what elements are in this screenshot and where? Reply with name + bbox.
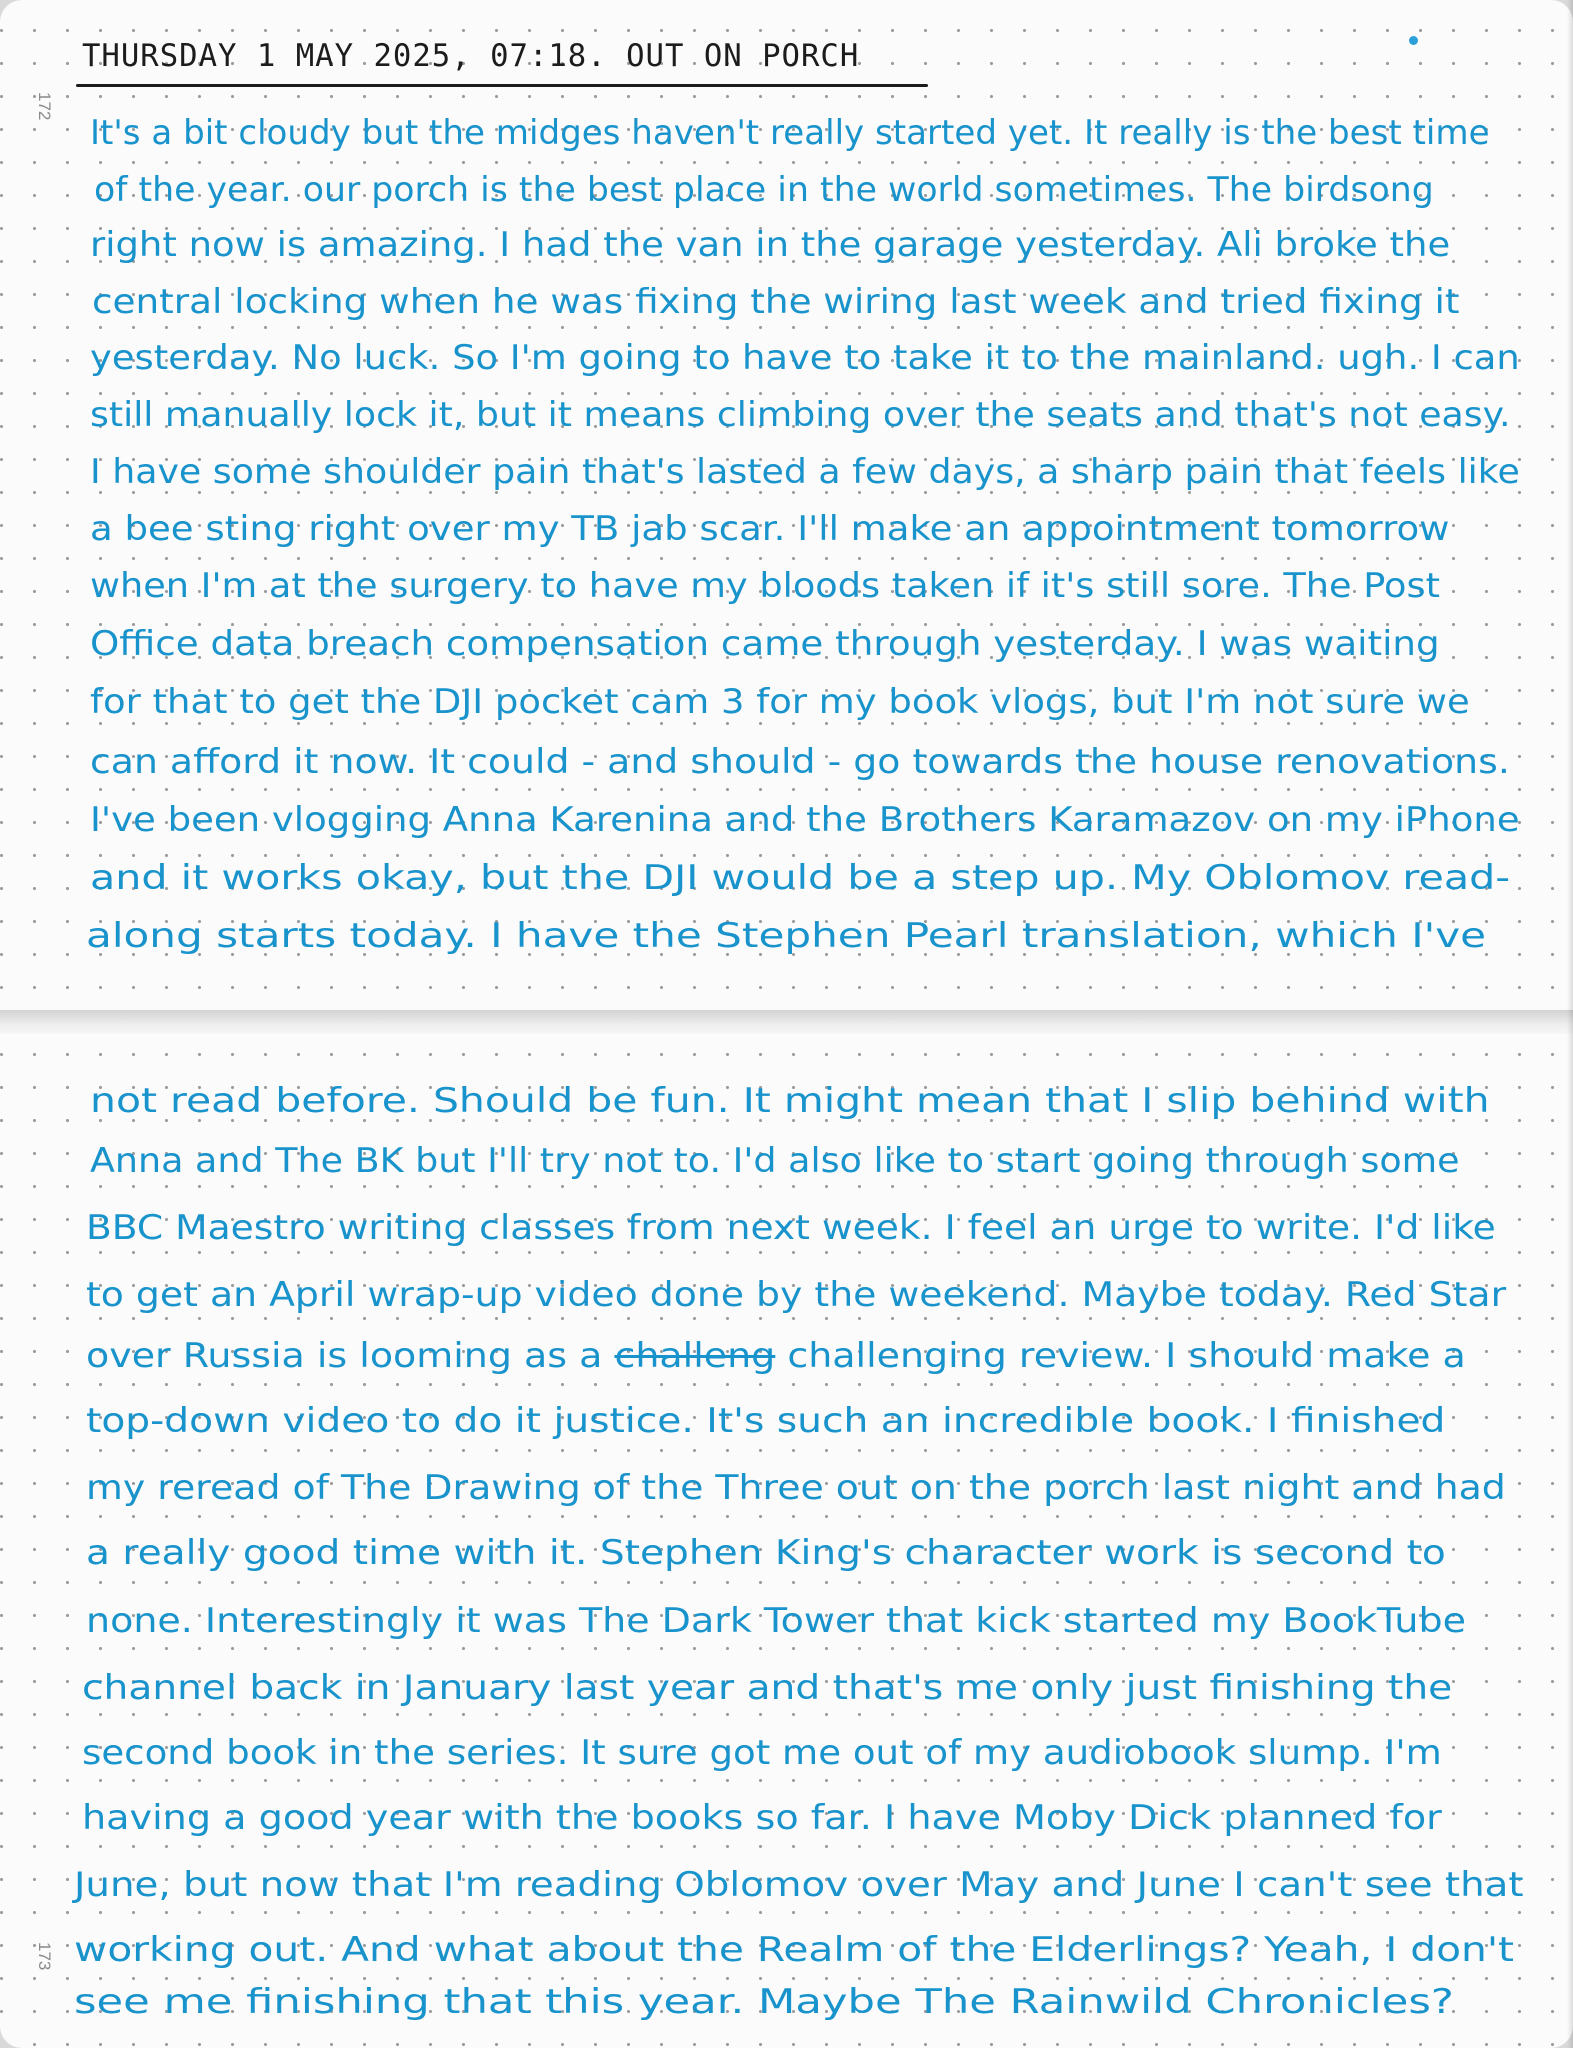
journal-line: I have some shoulder pain that's lasted a few days, a sharp pain that feels like — [90, 452, 1520, 492]
journal-line: top-down video to do it justice. It's such an incredible book. I finished — [86, 1401, 1446, 1441]
journal-line: working out. And what about the Realm of the Elderlings? Yeah, I don't — [74, 1930, 1515, 1970]
journal-line: Anna and The BK but I'll try not to. I'd also like to start going through some — [90, 1141, 1460, 1181]
journal-line: Office data breach compensation came through yesterday. I was waiting — [90, 624, 1440, 664]
struck-out-word: challeng — [614, 1336, 776, 1376]
page-number-top: 172 — [35, 92, 54, 121]
line-text: over Russia is looming as a — [86, 1336, 603, 1376]
journal-line: yesterday. No luck. So I'm going to have to take it to the mainland. ugh. I can — [90, 338, 1520, 378]
journal-line: right now is amazing. I had the van in the garage yesterday. Ali broke the — [90, 225, 1451, 265]
journal-line: BBC Maestro writing classes from next week. I feel an urge to write. I'd like — [86, 1208, 1496, 1248]
journal-line: see me finishing that this year. Maybe The Rainwild Chronicles? — [74, 1982, 1454, 2022]
journal-line: still manually lock it, but it means climbing over the seats and that's not easy. — [90, 395, 1511, 435]
journal-line: channel back in January last year and that's me only just finishing the — [82, 1668, 1453, 1708]
journal-line: of the year. our porch is the best place in the world sometimes. The birdsong — [94, 170, 1434, 210]
journal-line: can afford it now. It could - and should - go towards the house renovations. — [90, 742, 1510, 782]
header-underline — [76, 84, 928, 87]
page-gutter — [0, 1010, 1573, 1034]
journal-line: a really good time with it. Stephen King's character work is second to — [86, 1533, 1446, 1573]
journal-line: It's a bit cloudy but the midges haven't really started yet. It really is the best time — [90, 113, 1490, 153]
journal-line: having a good year with the books so far. I have Moby Dick planned for — [82, 1798, 1442, 1838]
journal-line: a bee sting right over my TB jab scar. I'll make an appointment tomorrow — [90, 509, 1450, 549]
journal-line: second book in the series. It sure got me out of my audiobook slump. I'm — [82, 1733, 1442, 1773]
page-edge — [1567, 0, 1573, 2048]
journal-line: when I'm at the surgery to have my bloods taken if it's still sore. The Post — [90, 566, 1440, 606]
journal-line: for that to get the DJI pocket cam 3 for my book vlogs, but I'm not sure we — [90, 682, 1470, 722]
journal-line: and it works okay, but the DJI would be a step up. My Oblomov read- — [90, 858, 1511, 898]
page-number-bottom: 173 — [35, 1942, 54, 1971]
journal-line: central locking when he was fixing the wiring last week and tried fixing it — [92, 282, 1460, 322]
journal-line: along starts today. I have the Stephen Pearl translation, which I've — [86, 916, 1487, 956]
journal-line: not read before. Should be fun. It might mean that I slip behind with — [90, 1081, 1490, 1121]
entry-header: THURSDAY 1 MAY 2025, 07:18. OUT ON PORCH — [82, 38, 860, 74]
line-text-continued: challenging review. I should make a — [775, 1336, 1466, 1376]
journal-line: I've been vlogging Anna Karenina and the Brothers Karamazov on my iPhone — [90, 800, 1520, 840]
ink-dot — [1409, 36, 1418, 45]
journal-line: June, but now that I'm reading Oblomov over May and June I can't see that — [74, 1865, 1524, 1905]
journal-line: my reread of The Drawing of the Three out on the porch last night and had — [86, 1468, 1506, 1508]
journal-line-with-correction — [86, 1324, 1466, 1388]
journal-line: to get an April wrap-up video done by the weekend. Maybe today. Red Star — [86, 1275, 1507, 1315]
journal-line: none. Interestingly it was The Dark Tower that kick started my BookTube — [86, 1601, 1466, 1641]
